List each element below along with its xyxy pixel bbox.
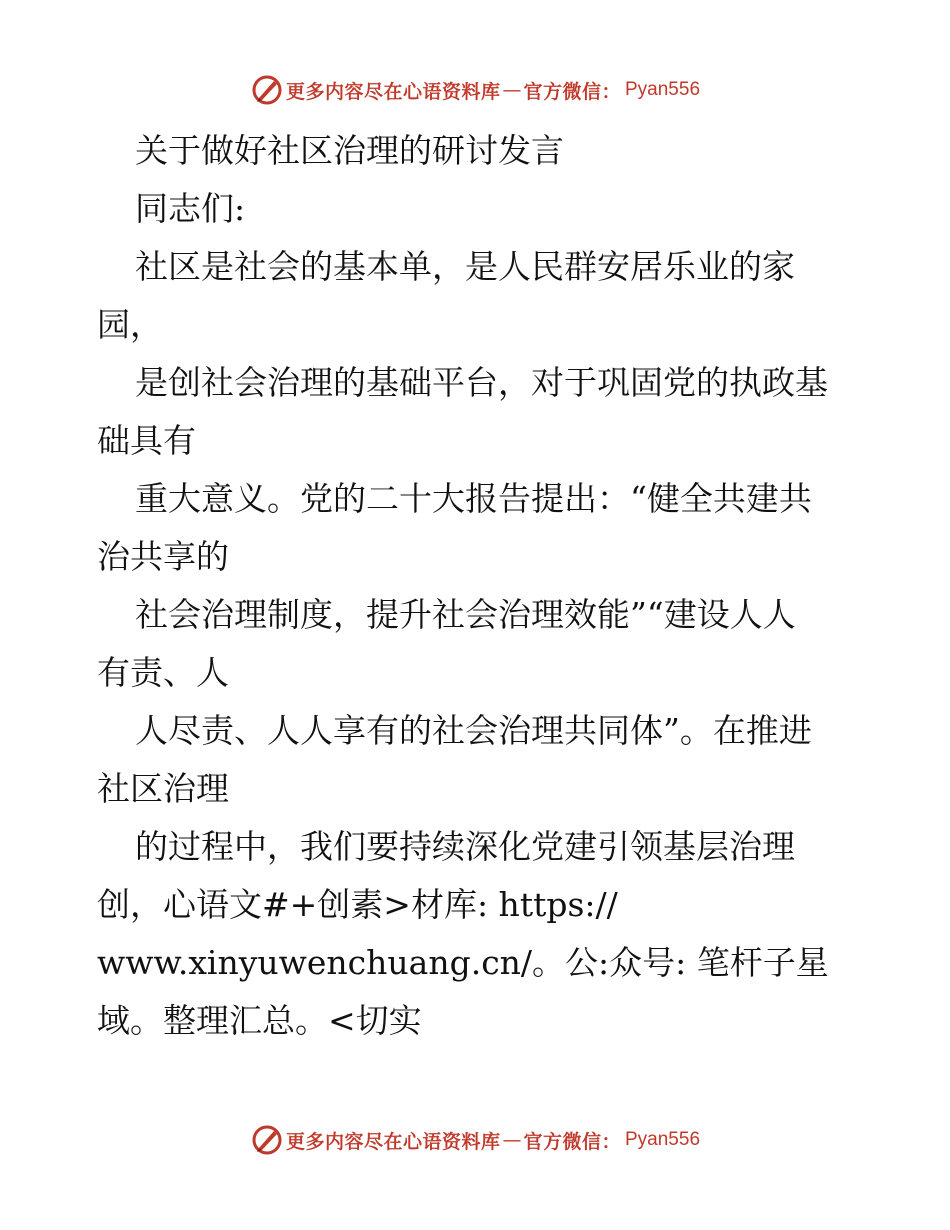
banner-separator: — (502, 79, 522, 101)
paragraph-line: 是创社会治理的基础平台，对于巩固党的执政基 (135, 363, 828, 402)
banner-wechat-label: 官方微信： (523, 80, 621, 103)
banner-wechat-id: Pyan556 (625, 1129, 701, 1150)
banner-wechat-label: 官方微信： (523, 1130, 621, 1153)
paragraph-line: 创，心语文#+创素>材库: https:// (97, 885, 618, 924)
paragraph-line: 园， (97, 305, 163, 344)
pen-seal-icon (250, 1123, 284, 1157)
paragraph-line: 治共享的 (97, 537, 229, 576)
paragraph-line: 社会治理制度，提升社会治理效能”“建设人人 (135, 595, 796, 634)
banner-separator: — (502, 1129, 522, 1151)
paragraph-line: 域。整理汇总。<切实 (97, 1001, 422, 1040)
header-watermark-banner (0, 70, 950, 110)
salutation: 同志们: (135, 189, 246, 228)
banner-text: 更多内容尽在心语资料库 (285, 1130, 501, 1153)
banner-wechat-id: Pyan556 (625, 79, 701, 100)
paragraph-line: 社区是社会的基本单，是人民群安居乐业的家 (135, 247, 795, 286)
paragraph-line: 础具有 (97, 421, 196, 460)
paragraph-line: 重大意义。党的二十大报告提出：“健全共建共 (135, 479, 812, 518)
paragraph-line: 人尽责、人人享有的社会治理共同体”。在推进 (135, 711, 812, 750)
paragraph-line: www.xinyuwenchuang.cn/。公:众号: 笔杆子星 (97, 943, 829, 982)
pen-seal-icon (250, 73, 284, 107)
paragraph-line: 社区治理 (97, 769, 229, 808)
banner-text: 更多内容尽在心语资料库 (285, 80, 501, 103)
paragraph-line: 的过程中，我们要持续深化党建引领基层治理 (135, 827, 795, 866)
document-title: 关于做好社区治理的研讨发言 (135, 131, 564, 170)
document-body (97, 122, 857, 1050)
paragraph-line: 有责、人 (97, 653, 229, 692)
footer-watermark-banner (0, 1120, 950, 1160)
